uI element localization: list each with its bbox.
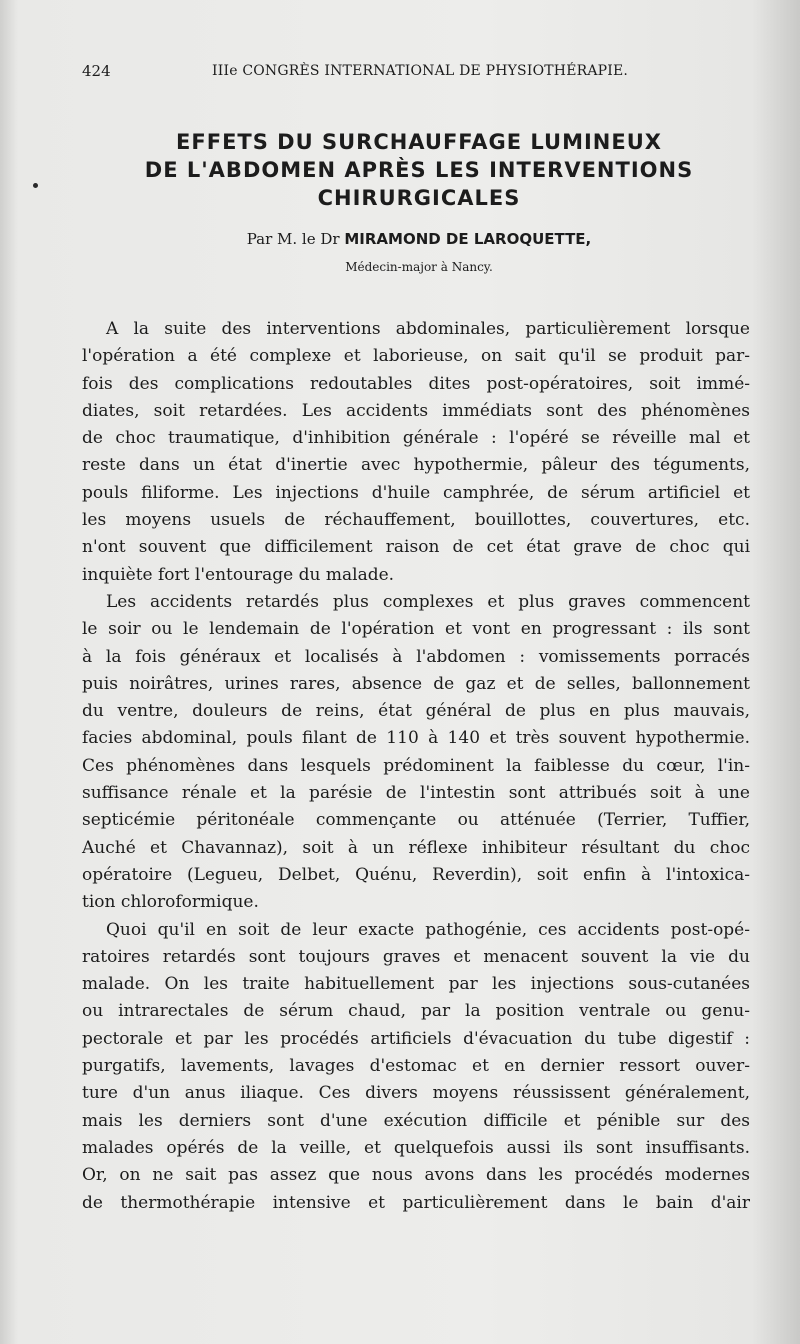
text-line: de thermothérapie intensive et particulièrement dans le bain d'air xyxy=(82,1192,750,1213)
text-line: A la suite des interventions abdominales, particulièrement lorsque xyxy=(106,319,750,339)
text-line: malade. On les traite habituellement par les injections sous-cutanées xyxy=(82,974,750,995)
text-line: purgatifs, lavements, lavages d'estomac et en dernier ressort ouver- xyxy=(82,1056,750,1077)
author-affiliation: Médecin-major à Nancy. xyxy=(345,260,493,274)
text-line: Quoi qu'il en soit de leur exacte pathogénie, ces accidents post-opé- xyxy=(106,919,750,940)
text-line: Les accidents retardés plus complexes et plus graves commencent xyxy=(106,591,750,612)
text-line: opératoire (Legueu, Delbet, Quénu, Reverdin), soit enfin à l'intoxica- xyxy=(82,864,750,885)
text-line: suffisance rénale et la parésie de l'intestin sont attribués soit à une xyxy=(82,783,750,804)
margin-mark xyxy=(33,183,38,188)
title-line: CHIRURGICALES xyxy=(317,186,521,210)
text-line: diates, soit retardées. Les accidents immédiats sont des phénomènes xyxy=(82,400,750,421)
text-line: Or, on ne sait pas assez que nous avons dans les procédés modernes xyxy=(82,1165,750,1186)
text-line: septicémie péritonéale commençante ou atténuée (Terrier, Tuffier, xyxy=(82,810,750,831)
article-body xyxy=(82,316,750,1217)
running-head: IIIe CONGRÈS INTERNATIONAL DE PHYSIOTHÉRAPIE. xyxy=(212,63,629,79)
text-line: Auché et Chavannaz), soit à un réflexe inhibiteur résultant du choc xyxy=(82,837,750,858)
text-line: inquiète fort l'entourage du malade. xyxy=(82,564,395,585)
paragraph xyxy=(82,316,750,589)
text-line: le soir ou le lendemain de l'opération et vont en progressant : ils sont xyxy=(82,619,750,640)
byline xyxy=(82,230,756,248)
byline-prefix: Par M. le Dr xyxy=(246,230,340,248)
text-line: reste dans un état d'inertie avec hypothermie, pâleur des téguments, xyxy=(82,455,750,476)
text-line: ture d'un anus iliaque. Ces divers moyens réussissent généralement, xyxy=(82,1083,750,1104)
page-number: 424 xyxy=(82,62,111,80)
title-line: EFFETS DU SURCHAUFFAGE LUMINEUX xyxy=(176,130,662,154)
text-line: ratoires retardés sont toujours graves et menacent souvent la vie du xyxy=(82,946,750,967)
text-line: tion chloroformique. xyxy=(82,892,259,913)
paragraph xyxy=(82,589,750,917)
article-title xyxy=(82,128,756,212)
text-line: puis noirâtres, urines rares, absence de gaz et de selles, ballonnement xyxy=(82,673,750,694)
text-line: pouls filiforme. Les injections d'huile camphrée, de sérum artificiel et xyxy=(82,482,750,503)
text-line: à la fois généraux et localisés à l'abdomen : vomissements porracés xyxy=(82,646,750,667)
text-line: ou intrarectales de sérum chaud, par la position ventrale ou genu- xyxy=(82,1001,750,1022)
text-line: fois des complications redoutables dites post-opératoires, soit immé- xyxy=(82,373,750,394)
text-line: n'ont souvent que difficilement raison de cet état grave de choc qui xyxy=(82,537,750,558)
author-name: MIRAMOND DE LAROQUETTE, xyxy=(344,230,592,248)
text-line: Ces phénomènes dans lesquels prédominent la faiblesse du cœur, l'in- xyxy=(82,755,750,776)
text-line: l'opération a été complexe et laborieuse, on sait qu'il se produit par- xyxy=(82,346,750,367)
text-line: du ventre, douleurs de reins, état général de plus en plus mauvais, xyxy=(82,701,750,722)
page-header xyxy=(82,62,736,82)
text-line: pectorale et par les procédés artificiels d'évacuation du tube digestif : xyxy=(82,1028,750,1049)
text-line: malades opérés de la veille, et quelquefois aussi ils sont insuffisants. xyxy=(82,1137,750,1158)
text-line: mais les derniers sont d'une exécution difficile et pénible sur des xyxy=(82,1110,750,1131)
text-line: facies abdominal, pouls filant de 110 à 140 et très souvent hypothermie. xyxy=(82,728,750,749)
title-line: DE L'ABDOMEN APRÈS LES INTERVENTIONS xyxy=(144,158,694,182)
text-line: les moyens usuels de réchauffement, bouillottes, couvertures, etc. xyxy=(82,510,750,531)
paragraph xyxy=(82,917,750,1217)
text-line: de choc traumatique, d'inhibition générale : l'opéré se réveille mal et xyxy=(82,428,750,449)
